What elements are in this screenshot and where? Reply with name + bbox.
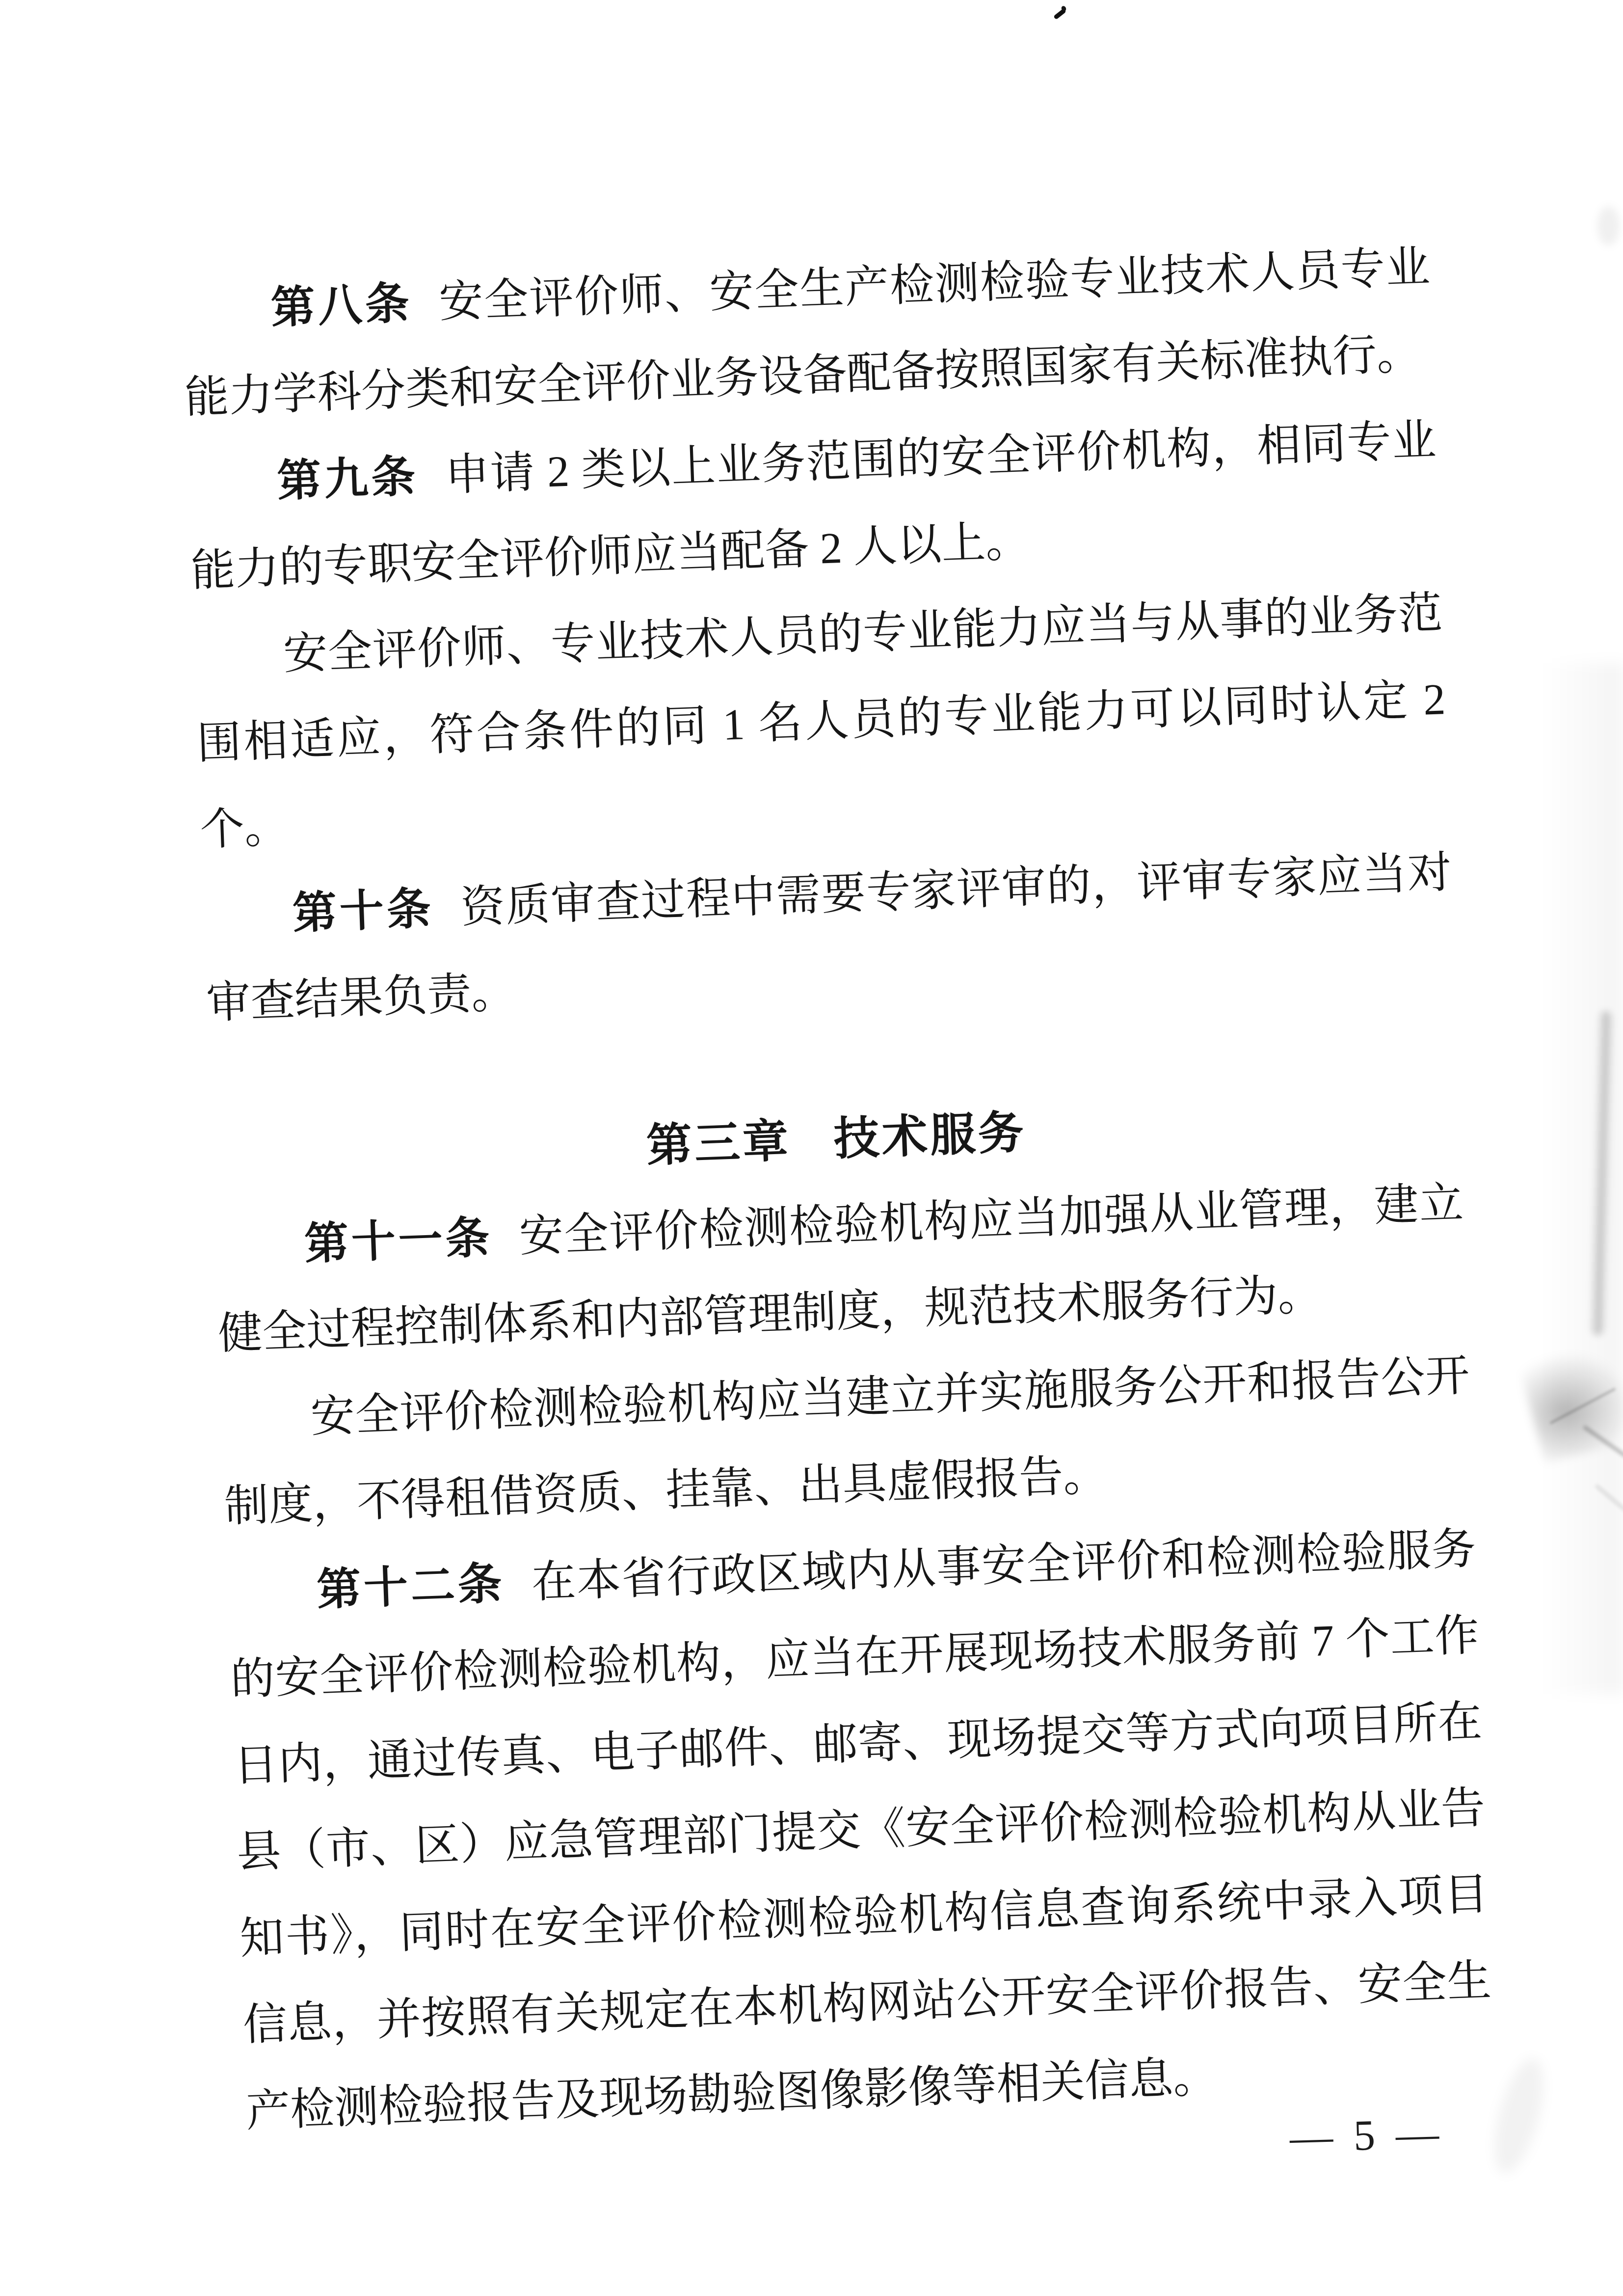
diagonal-crease-line xyxy=(1583,1426,1623,1476)
article-paragraph: 第八条 安全评价师、安全生产检测检验专业技术人员专业能力学科分类和安全评价业务设备配备按照国家有关标准执行。 xyxy=(184,243,1431,423)
diagonal-crease-line-faint xyxy=(1595,1485,1623,1524)
crumple-wrinkle-line xyxy=(1550,1388,1616,1424)
document-text-block xyxy=(180,224,1496,2156)
chapter-number: 第三章 xyxy=(645,1114,792,1172)
article-paragraph: 第十一条 安全评价检测检验机构应当加强从业管理，建立健全过程控制体系和内部管理制度，规范技术服务行为。 xyxy=(217,1179,1464,1359)
article-paragraph: 第十二条 在本省行政区域内从事安全评价和检测检验服务的安全评价检测检验机构，应当在开展现场技术服务前 7 个工作日内，通过传真、电子邮件、邮寄、现场提交等方式向项目所在县（市、区）应急管理部门提交《安全评价检测检验机构从业告知书》，同时在安全评价检测检验机构信息查询系统中录入项目信息，并按照有关规定在本机构网站公开安全评价报告、安全生产检测检验报告及现场勘验图像影像等相关信息。 xyxy=(230,1525,1492,2136)
top-right-smudge xyxy=(1597,206,1620,245)
ink-speck-icon xyxy=(1053,8,1066,20)
right-edge-shadow xyxy=(1541,663,1623,1694)
article-paragraph: 第九条 申请 2 类以上业务范围的安全评价机构，相同专业能力的专职安全评价师应当配备 2 人以上。 xyxy=(190,416,1437,596)
article-number: 第十条 xyxy=(292,883,435,940)
vertical-crease-shadow xyxy=(1590,1011,1613,1336)
ink-speck-dot-icon xyxy=(1061,5,1067,12)
article-number: 第九条 xyxy=(276,450,419,507)
article-paragraph: 第十条 资质审查过程中需要专家评审的，评审专家应当对审查结果负责。 xyxy=(205,848,1453,1028)
article-number: 第十二条 xyxy=(316,1557,506,1616)
article-number: 第十一条 xyxy=(303,1212,493,1270)
bottom-right-smudge xyxy=(1485,2054,1553,2178)
chapter-title: 技术服务 xyxy=(832,1106,1027,1166)
article-number: 第八条 xyxy=(270,277,413,334)
body-paragraph: 安全评价师、专业技术人员的专业能力应当与从事的业务范围相适应，符合条件的同 1 名人员的专业能力可以同时认定 2 个。 xyxy=(196,589,1446,855)
page-number: — 5 — xyxy=(1289,2109,1445,2162)
body-paragraph: 安全评价检测检验机构应当建立并实施服务公开和报告公开制度，不得租借资质、挂靠、出具虚假报告。 xyxy=(223,1351,1471,1532)
crumple-shadow xyxy=(1519,1342,1623,1463)
